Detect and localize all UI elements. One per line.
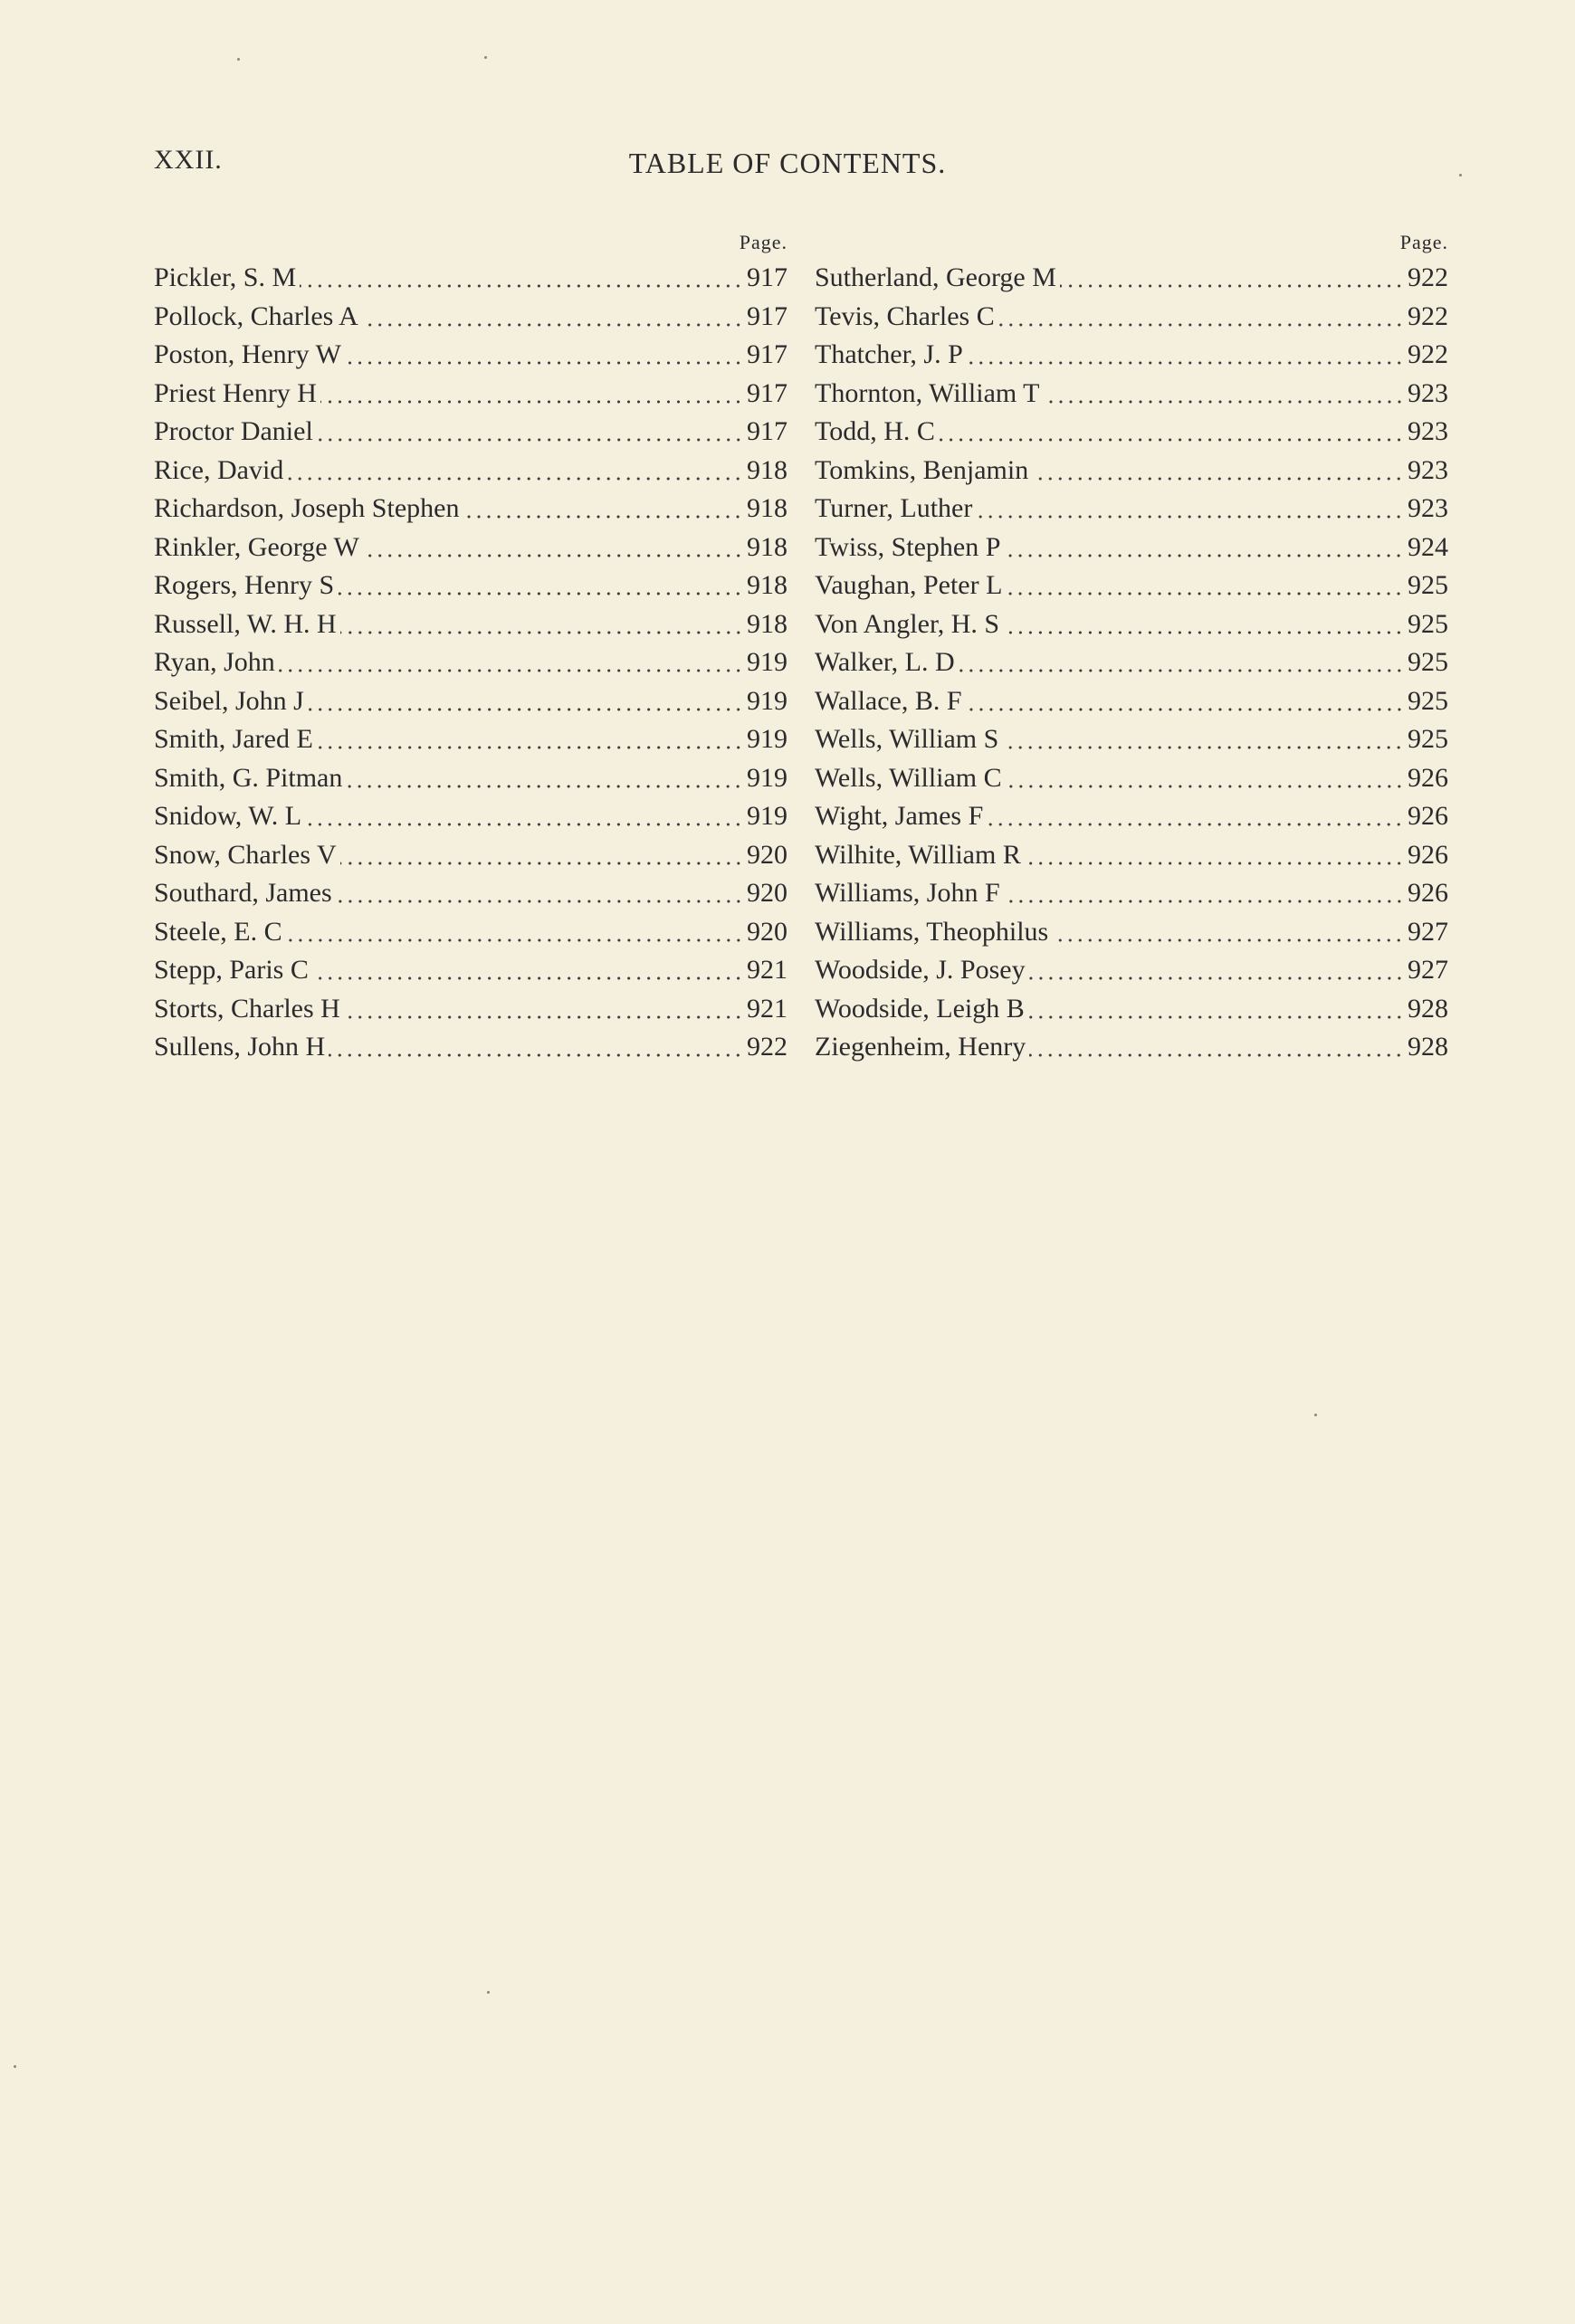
paper-speck — [237, 58, 240, 61]
toc-entry-list — [815, 259, 1448, 1067]
entry-name: Williams, Theophilus — [815, 916, 1049, 947]
entry-name: Tomkins, Benjamin — [815, 454, 1029, 485]
entry-name: Wells, William C — [815, 762, 1002, 793]
entry-name: Rogers, Henry S — [154, 570, 335, 600]
toc-entry — [815, 452, 1448, 491]
toc-entry — [154, 259, 788, 298]
page-column-label: Page. — [739, 231, 788, 253]
entry-name: Snow, Charles V — [154, 839, 337, 870]
entry-page-number: 921 — [747, 993, 788, 1024]
dot-leader — [317, 438, 743, 442]
entry-page-number: 917 — [747, 377, 788, 408]
entry-page-number: 921 — [747, 955, 788, 985]
toc-entry — [154, 413, 788, 452]
paper-speck — [1459, 174, 1462, 176]
toc-entry — [154, 375, 788, 414]
toc-entry — [154, 797, 788, 836]
entry-page-number: 918 — [747, 570, 788, 600]
dot-leader — [1032, 477, 1404, 481]
toc-entry — [815, 836, 1448, 875]
entry-name: Snidow, W. L — [154, 801, 302, 831]
entry-name: Von Angler, H. S — [815, 608, 1000, 639]
toc-entry — [154, 529, 788, 567]
toc-entry — [815, 797, 1448, 836]
entry-name: Williams, John F — [815, 878, 1000, 908]
entry-page-number: 917 — [747, 339, 788, 369]
entry-page-number: 923 — [1408, 377, 1448, 408]
dot-leader — [1029, 976, 1404, 980]
dot-leader — [463, 515, 743, 519]
entry-name: Poston, Henry W — [154, 339, 341, 369]
entry-name: Tevis, Charles C — [815, 300, 995, 331]
toc-column-left — [154, 226, 788, 1067]
toc-entry — [815, 490, 1448, 529]
entry-name: Thatcher, J. P — [815, 339, 963, 369]
dot-leader — [1006, 785, 1404, 788]
dot-leader — [305, 823, 743, 826]
toc-entry — [154, 874, 788, 913]
dot-leader — [959, 669, 1404, 672]
dot-leader — [1025, 862, 1404, 865]
entry-name: Woodside, Leigh B — [815, 993, 1025, 1024]
entry-name: Todd, H. C — [815, 416, 935, 446]
entry-page-number: 928 — [1408, 993, 1448, 1024]
toc-entry — [815, 951, 1448, 990]
toc-entry — [154, 836, 788, 875]
toc-entry — [815, 1028, 1448, 1067]
entry-page-number: 919 — [747, 685, 788, 716]
entry-page-number: 922 — [747, 1032, 788, 1062]
entry-name: Woodside, J. Posey — [815, 955, 1026, 985]
entry-name: Smith, Jared E — [154, 724, 313, 754]
entry-page-number: 923 — [1408, 454, 1448, 485]
toc-entry-list — [154, 259, 788, 1067]
entry-name: Turner, Luther — [815, 493, 973, 523]
paper-speck — [1314, 1414, 1317, 1416]
entry-page-number: 919 — [747, 801, 788, 831]
toc-entry — [815, 759, 1448, 798]
entry-page-number: 918 — [747, 493, 788, 523]
dot-leader — [1028, 1015, 1404, 1019]
entry-page-number: 928 — [1408, 1032, 1448, 1062]
entry-page-number: 919 — [747, 724, 788, 754]
entry-page-number: 920 — [747, 916, 788, 947]
toc-entry — [815, 605, 1448, 644]
dot-leader — [312, 976, 743, 980]
toc-entry — [154, 643, 788, 682]
entry-page-number: 922 — [1408, 262, 1448, 292]
entry-name: Twiss, Stephen P — [815, 531, 1001, 562]
entry-name: Ziegenheim, Henry — [815, 1032, 1026, 1062]
entry-name: Smith, G. Pitman — [154, 762, 343, 793]
page-number: XXII. — [154, 145, 223, 175]
dot-leader — [1002, 746, 1404, 749]
toc-entry — [815, 298, 1448, 337]
dot-leader — [346, 785, 743, 788]
toc-entry — [815, 643, 1448, 682]
toc-entry — [154, 990, 788, 1029]
entry-page-number: 927 — [1408, 955, 1448, 985]
paper-speck — [14, 2065, 16, 2068]
entry-name: Ryan, John — [154, 647, 275, 677]
toc-entry — [154, 605, 788, 644]
entry-page-number: 922 — [1408, 339, 1448, 369]
dot-leader — [966, 708, 1404, 711]
entry-page-number: 923 — [1408, 416, 1448, 446]
dot-leader — [336, 900, 743, 903]
toc-entry — [154, 567, 788, 605]
entry-name: Pollock, Charles A — [154, 300, 358, 331]
dot-leader — [340, 631, 743, 634]
dot-leader — [362, 323, 743, 327]
entry-page-number: 925 — [1408, 570, 1448, 600]
entry-page-number: 918 — [747, 531, 788, 562]
dot-leader — [967, 361, 1404, 365]
entry-page-number: 926 — [1408, 762, 1448, 793]
entry-page-number: 918 — [747, 608, 788, 639]
toc-entry — [154, 298, 788, 337]
dot-leader — [1029, 1053, 1404, 1057]
toc-entry — [154, 336, 788, 375]
toc-entry — [815, 413, 1448, 452]
entry-name: Steele, E. C — [154, 916, 282, 947]
dot-leader — [329, 1053, 743, 1057]
entry-page-number: 920 — [747, 839, 788, 870]
dot-leader — [1004, 554, 1404, 557]
entry-page-number: 917 — [747, 416, 788, 446]
entry-name: Stepp, Paris C — [154, 955, 309, 985]
entry-page-number: 925 — [1408, 647, 1448, 677]
entry-page-number: 919 — [747, 647, 788, 677]
entry-page-number: 917 — [747, 262, 788, 292]
dot-leader — [344, 1015, 743, 1019]
entry-page-number: 922 — [1408, 300, 1448, 331]
page-column-label: Page. — [1399, 231, 1448, 253]
dot-leader — [939, 438, 1404, 442]
entry-page-number: 920 — [747, 878, 788, 908]
toc-entry — [154, 951, 788, 990]
dot-leader — [320, 400, 743, 404]
entry-name: Walker, L. D — [815, 647, 955, 677]
toc-entry — [815, 567, 1448, 605]
entry-name: Rinkler, George W — [154, 531, 359, 562]
dot-leader — [987, 823, 1404, 826]
entry-name: Sullens, John H — [154, 1032, 326, 1062]
toc-entry — [154, 452, 788, 491]
entry-page-number: 926 — [1408, 878, 1448, 908]
paper-speck — [487, 1991, 490, 1994]
dot-leader — [1004, 900, 1404, 903]
dot-leader — [345, 361, 743, 365]
entry-name: Thornton, William T — [815, 377, 1040, 408]
entry-page-number: 925 — [1408, 724, 1448, 754]
entry-name: Rice, David — [154, 454, 284, 485]
entry-name: Russell, W. H. H — [154, 608, 337, 639]
toc-entry — [815, 720, 1448, 759]
entry-name: Pickler, S. M — [154, 262, 297, 292]
dot-leader — [363, 554, 743, 557]
toc-entry — [154, 759, 788, 798]
toc-entry — [815, 529, 1448, 567]
dot-leader — [1052, 938, 1404, 942]
page-title: TABLE OF CONTENTS. — [628, 147, 947, 179]
entry-name: Wells, William S — [815, 724, 999, 754]
toc-entry — [815, 874, 1448, 913]
entry-page-number: 924 — [1408, 531, 1448, 562]
dot-leader — [1006, 592, 1404, 595]
dot-leader — [308, 708, 743, 711]
dot-leader — [1003, 631, 1404, 634]
toc-entry — [815, 913, 1448, 952]
entry-page-number: 926 — [1408, 839, 1448, 870]
entry-name: Sutherland, George M — [815, 262, 1056, 292]
entry-page-number: 918 — [747, 454, 788, 485]
toc-entry — [154, 1028, 788, 1067]
dot-leader — [287, 477, 743, 481]
toc-column-right — [815, 226, 1448, 1067]
paper-speck — [484, 56, 487, 59]
dot-leader — [317, 746, 743, 749]
entry-page-number: 917 — [747, 300, 788, 331]
toc-entry — [815, 682, 1448, 721]
dot-leader — [1060, 284, 1404, 288]
toc-entry — [815, 990, 1448, 1029]
entry-page-number: 926 — [1408, 801, 1448, 831]
dot-leader — [340, 862, 743, 865]
dot-leader — [279, 669, 743, 672]
entry-page-number: 925 — [1408, 608, 1448, 639]
entry-page-number: 923 — [1408, 493, 1448, 523]
dot-leader — [300, 284, 743, 288]
entry-name: Wallace, B. F — [815, 685, 962, 716]
toc-entry — [154, 720, 788, 759]
entry-name: Seibel, John J — [154, 685, 304, 716]
toc-entry — [154, 913, 788, 952]
toc-entry — [154, 490, 788, 529]
toc-entry — [815, 336, 1448, 375]
entry-name: Priest Henry H — [154, 377, 317, 408]
toc-entry — [815, 375, 1448, 414]
dot-leader — [976, 515, 1404, 519]
dot-leader — [998, 323, 1404, 327]
entry-name: Richardson, Joseph Stephen — [154, 493, 460, 523]
toc-entry — [815, 259, 1448, 298]
entry-name: Proctor Daniel — [154, 416, 313, 446]
entry-name: Southard, James — [154, 878, 332, 908]
entry-page-number: 919 — [747, 762, 788, 793]
entry-name: Storts, Charles H — [154, 993, 340, 1024]
entry-name: Wilhite, William R — [815, 839, 1021, 870]
entry-page-number: 925 — [1408, 685, 1448, 716]
dot-leader — [1044, 400, 1405, 404]
dot-leader — [286, 938, 743, 942]
entry-name: Wight, James F — [815, 801, 984, 831]
entry-page-number: 927 — [1408, 916, 1448, 947]
dot-leader — [338, 592, 743, 595]
toc-entry — [154, 682, 788, 721]
entry-name: Vaughan, Peter L — [815, 570, 1003, 600]
